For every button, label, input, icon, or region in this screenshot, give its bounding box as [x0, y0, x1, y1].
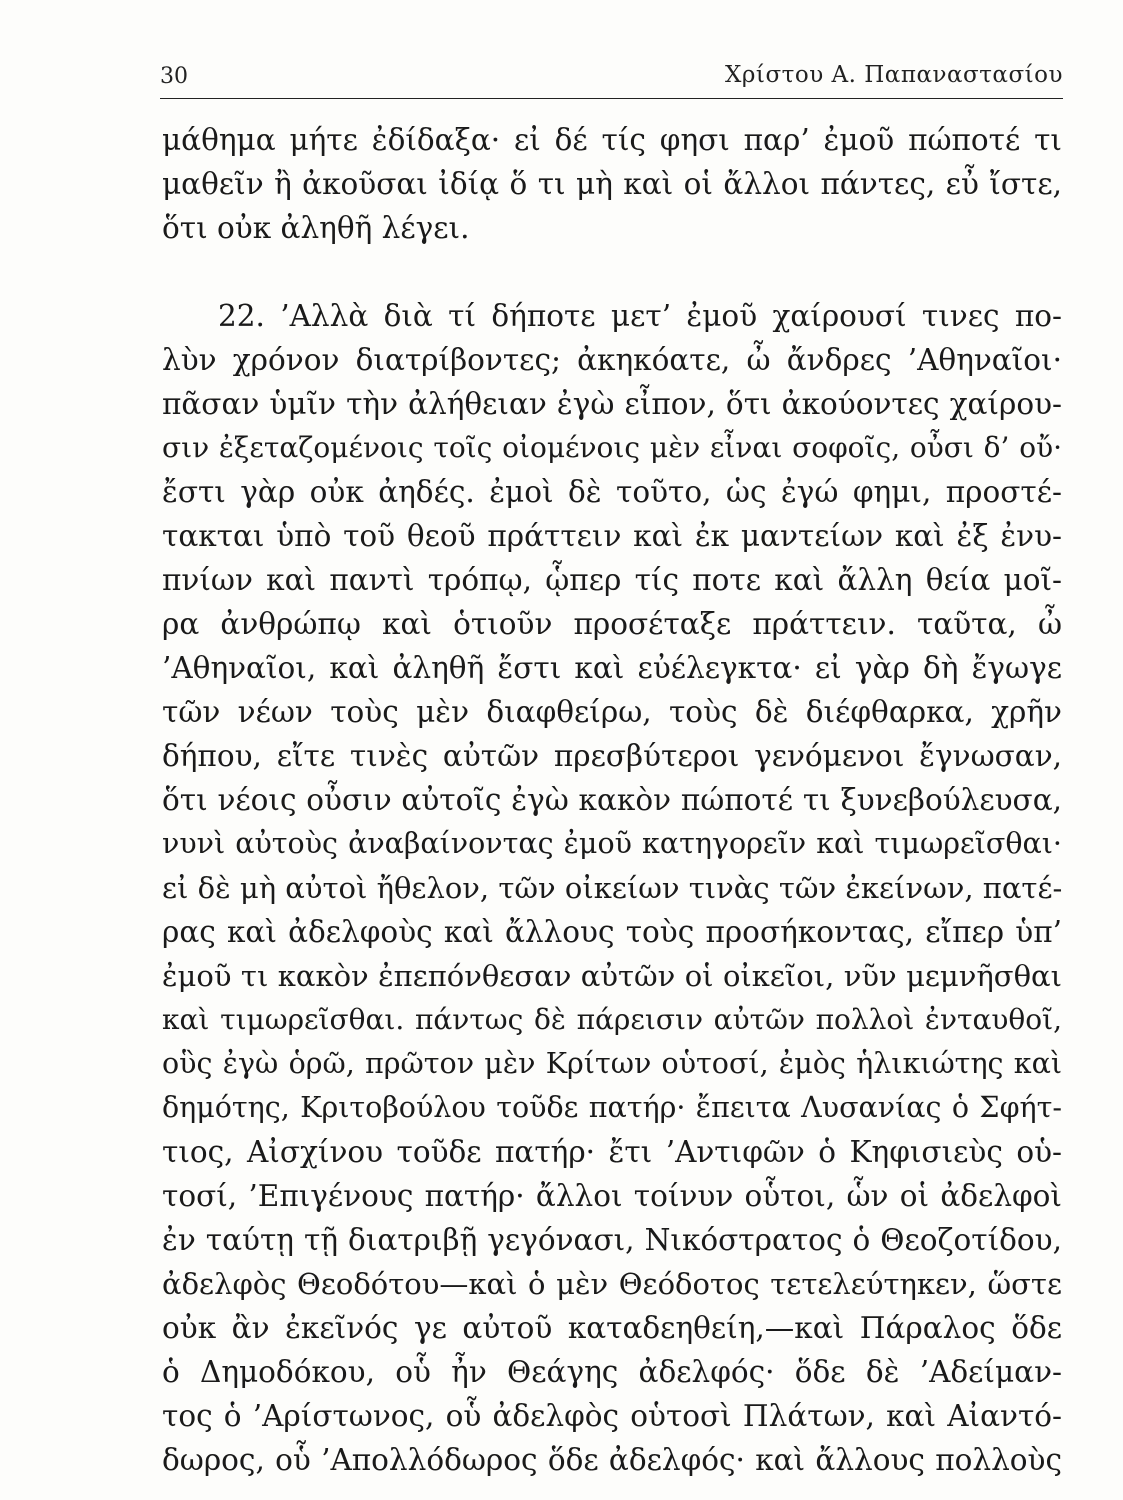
text-line: ἐμοῦ τι κακὸν ἐπεπόνθεσαν αὐτῶν οἱ οἰκεῖοι, νῦν μεμνῆσθαι [162, 959, 1062, 993]
text-line: δημότης, Κριτοβούλου τοῦδε πατήρ· ἔπειτα Λυσανίας ὁ Σφήτ- [162, 1091, 1062, 1124]
text-line: δωρος, οὗ ’Απολλόδωρος ὅδε ἀδελφός· καὶ ἄλλους πολλοὺς [162, 1443, 1062, 1477]
text-line: ἀδελφὸς Θεοδότου—καὶ ὁ μὲν Θεόδοτος τετελεύτηκεν, ὥστε [162, 1267, 1062, 1301]
text-line: πᾶσαν ὑμῖν τὴν ἀλήθειαν ἐγὼ εἶπον, ὅτι ἀκούοντες χαίρου- [162, 387, 1062, 421]
text-line: τακται ὑπὸ τοῦ θεοῦ πράττειν καὶ ἐκ μαντείων καὶ ἐξ ἐνυ- [162, 519, 1062, 553]
page-header [160, 58, 1063, 99]
text-line: ὅτι νέοις οὖσιν αὐτοῖς ἐγὼ κακὸν πώποτέ τι ξυνεβούλευσα, [162, 783, 1062, 817]
text-line: τοσί, ’Επιγένους πατήρ· ἄλλοι τοίνυν οὗτοι, ὧν οἱ ἀδελφοὶ [162, 1179, 1062, 1213]
text-line: ἔστι γὰρ οὐκ ἀηδές. ἐμοὶ δὲ τοῦτο, ὡς ἐγώ φημι, προστέ- [162, 475, 1062, 509]
text-line: ὅτι οὐκ ἀληθῆ λέγει. [162, 211, 470, 245]
text-line: ἐν ταύτῃ τῇ διατριβῇ γεγόνασι, Νικόστρατος ὁ Θεοζοτίδου, [162, 1223, 1062, 1257]
text-line: ρα ἀνθρώπῳ καὶ ὁτιοῦν προσέταξε πράττειν. ταῦτα, ὦ [162, 607, 1062, 641]
text-line: ὁ Δημοδόκου, οὗ ἦν Θεάγης ἀδελφός· ὅδε δὲ ’Αδείμαν- [162, 1355, 1062, 1389]
text-line: τῶν νέων τοὺς μὲν διαφθείρω, τοὺς δὲ διέφθαρκα, χρῆν [162, 695, 1062, 729]
text-line: ’Αθηναῖοι, καὶ ἀληθῆ ἔστι καὶ εὐέλεγκτα· εἰ γὰρ δὴ ἔγωγε [162, 651, 1062, 685]
text-line: οὓς ἐγὼ ὁρῶ, πρῶτον μὲν Κρίτων οὑτοσί, ἐμὸς ἡλικιώτης καὶ [162, 1047, 1062, 1080]
text-line: δήπου, εἴτε τινὲς αὐτῶν πρεσβύτεροι γενόμενοι ἔγνωσαν, [162, 739, 1062, 773]
page-number: 30 [160, 64, 188, 89]
running-head: Χρίστου Α. Παπαναστασίου [725, 62, 1063, 88]
text-line: λὺν χρόνον διατρίβοντες; ἀκηκόατε, ὦ ἄνδρες ’Αθηναῖοι· [162, 343, 1062, 377]
text-line: καὶ τιμωρεῖσθαι. πάντως δὲ πάρεισιν αὐτῶν πολλοὶ ἐνταυθοῖ, [162, 1003, 1062, 1036]
text-line: τιος, Αἰσχίνου τοῦδε πατήρ· ἔτι ’Αντιφῶν ὁ Κηφισιεὺς οὑ- [162, 1135, 1062, 1169]
text-line: ρας καὶ ἀδελφοὺς καὶ ἄλλους τοὺς προσήκοντας, εἴπερ ὑπ’ [162, 915, 1062, 949]
text-line: σιν ἐξεταζομένοις τοῖς οἰομένοις μὲν εἶναι σοφοῖς, οὖσι δ’ οὔ· [162, 431, 1062, 464]
text-line: νυνὶ αὐτοὺς ἀναβαίνοντας ἐμοῦ κατηγορεῖν καὶ τιμωρεῖσθαι· [162, 827, 1062, 860]
text-line: πνίων καὶ παντὶ τρόπῳ, ᾧπερ τίς ποτε καὶ ἄλλη θεία μοῖ- [162, 563, 1062, 597]
text-line: εἰ δὲ μὴ αὐτοὶ ἤθελον, τῶν οἰκείων τινὰς τῶν ἐκείνων, πατέ- [162, 871, 1063, 905]
paragraph-gap [162, 250, 1062, 294]
text-line: μαθεῖν ἢ ἀκοῦσαι ἰδίᾳ ὅ τι μὴ καὶ οἱ ἄλλοι πάντες, εὖ ἴστε, [162, 167, 1062, 201]
body-text [162, 118, 1062, 1482]
text-line: 22. ’Αλλὰ διὰ τί δήποτε μετ’ ἐμοῦ χαίρουσί τινες πο- [218, 299, 1062, 333]
text-line: μάθημα μήτε ἐδίδαξα· εἰ δέ τίς φησι παρ’ ἐμοῦ πώποτέ τι [162, 123, 1062, 157]
text-line: τος ὁ ’Αρίστωνος, οὗ ἀδελφὸς οὑτοσὶ Πλάτων, καὶ Αἰαντό- [162, 1399, 1062, 1433]
text-line: οὐκ ἂν ἐκεῖνός γε αὐτοῦ καταδεηθείη,—καὶ Πάραλος ὅδε [162, 1311, 1062, 1345]
